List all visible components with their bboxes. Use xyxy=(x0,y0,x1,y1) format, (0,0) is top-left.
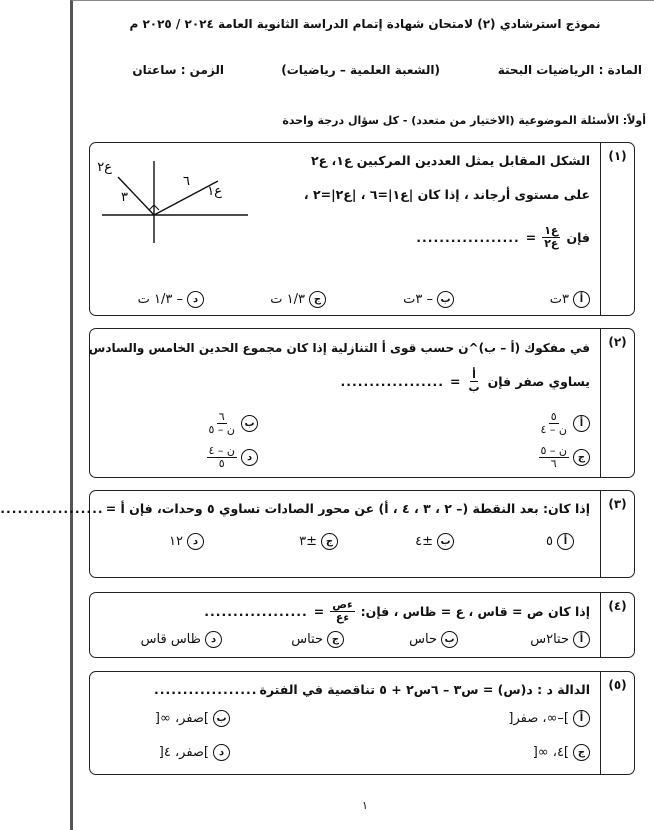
option-d[interactable] xyxy=(159,744,230,761)
stem-text: إذا كان: بعد النقطة (– ٢ ، ٣ ، ٤ ، أ) عن محور الصادات تساوي ٥ وحدات، فإن أ = xyxy=(105,501,590,516)
subject-label: المادة : الرياضيات البحتة xyxy=(497,63,642,77)
option-text: ]٤، ∞[ xyxy=(532,745,569,760)
option-label: أ xyxy=(573,631,590,648)
question-1 xyxy=(89,142,635,316)
option-label: ج xyxy=(573,744,590,761)
option-text: حتا٢س xyxy=(530,632,569,647)
option-text: حتاس xyxy=(291,632,323,647)
option-a[interactable] xyxy=(530,631,590,648)
answer-blank: .................. xyxy=(154,682,258,697)
question-4 xyxy=(89,592,635,658)
question-number: (٢) xyxy=(600,329,634,477)
option-label: أ xyxy=(557,533,574,550)
option-label: أ xyxy=(573,415,590,432)
question-stem-line: على مستوى أرجاند ، إذا كان |ع١|=٦ ، |ع٢|=٢ ، xyxy=(303,187,590,202)
fraction-denominator: ءع xyxy=(335,610,350,624)
fraction-denominator: ع٢ xyxy=(544,236,559,250)
question-stem-line: الشكل المقابل يمثل العددين المركبين ع١، ع٢ xyxy=(310,153,590,168)
option-b[interactable] xyxy=(207,411,259,435)
option-a[interactable] xyxy=(539,411,591,435)
fraction-denominator: ٦ xyxy=(550,456,557,470)
equals-sign: = xyxy=(525,229,537,245)
fraction-denominator: ٥ xyxy=(218,456,225,470)
argand-diagram xyxy=(98,145,268,245)
question-stem-line xyxy=(341,369,590,393)
option-a[interactable] xyxy=(550,291,590,308)
question-stem-line xyxy=(204,599,590,623)
option-b[interactable] xyxy=(415,533,454,550)
branch-label: (الشعبة العلمية – رياضيات) xyxy=(281,63,440,77)
section-title: أولاً: الأسئلة الموضوعية (الاختيار من متعدد) - كل سؤال درجة واحدة xyxy=(282,114,646,127)
option-text: ٥ xyxy=(546,534,553,549)
answer-blank: .................. xyxy=(416,229,520,245)
option-a[interactable] xyxy=(508,710,590,727)
option-text: – ١/٣ ت xyxy=(137,292,183,307)
option-fraction xyxy=(207,411,238,435)
option-label: د xyxy=(205,631,222,648)
option-c[interactable] xyxy=(539,445,591,469)
option-text: ]–∞، صفر[ xyxy=(508,711,569,726)
option-d[interactable] xyxy=(207,445,259,469)
label-three: ٣ xyxy=(121,190,128,205)
option-d[interactable] xyxy=(169,533,204,550)
label-z2: ع٢ xyxy=(97,160,112,175)
option-fraction xyxy=(539,411,570,435)
option-text: ١/٣ ت xyxy=(270,292,305,307)
stem-text: يساوي صفر فإن xyxy=(487,373,590,389)
question-stem-line xyxy=(154,682,590,697)
option-label: ج xyxy=(309,291,326,308)
answer-blank: .................. xyxy=(340,373,445,389)
option-text: ±٣ xyxy=(299,534,317,549)
fraction-numerator: ٥ xyxy=(550,410,557,423)
option-b[interactable] xyxy=(403,291,454,308)
question-5 xyxy=(89,671,635,775)
question-number: (١) xyxy=(600,143,634,315)
question-number: (٣) xyxy=(600,491,634,577)
option-label: ج xyxy=(327,631,344,648)
label-z1: ع١ xyxy=(207,184,222,199)
fraction-denominator: ن – ٤ xyxy=(540,422,567,436)
answer-blank: .................. xyxy=(0,501,104,516)
option-text: ظاس قاس xyxy=(140,632,201,647)
option-label: د xyxy=(187,291,204,308)
fraction xyxy=(330,599,354,623)
option-b[interactable] xyxy=(409,631,458,648)
time-label: الزمن : ساعتان xyxy=(132,63,224,77)
option-text: ]صفر، ٤[ xyxy=(158,745,209,760)
stem-text: فإن xyxy=(566,229,590,245)
option-label: ب xyxy=(213,710,230,727)
option-d[interactable] xyxy=(141,631,222,648)
option-text: – ٣ت xyxy=(403,292,433,307)
option-text: ٣ت xyxy=(549,292,569,307)
option-label: ب xyxy=(437,291,454,308)
question-number: (٥) xyxy=(600,672,634,774)
fraction-numerator: ءص xyxy=(332,598,353,611)
option-text: ±٤ xyxy=(415,534,433,549)
question-stem-line: في مفكوك (أ – ب)^ن حسب قوى أ التنازلية إذا كان مجموع الحدين الخامس والسادس xyxy=(88,341,590,355)
fraction-numerator: ن – ٥ xyxy=(540,444,567,457)
option-label: د xyxy=(241,449,258,466)
option-label: أ xyxy=(573,710,590,727)
option-d[interactable] xyxy=(138,291,204,308)
fraction-numerator: أ xyxy=(472,368,476,381)
option-fraction xyxy=(539,445,570,469)
option-label: ب xyxy=(241,415,258,432)
question-3 xyxy=(0,490,635,578)
option-c[interactable] xyxy=(270,291,326,308)
option-fraction xyxy=(207,445,238,469)
option-label: ج xyxy=(321,533,338,550)
question-stem-line xyxy=(416,225,590,249)
option-label: د xyxy=(187,533,204,550)
option-label: ب xyxy=(437,533,454,550)
option-c[interactable] xyxy=(299,533,338,550)
stem-text: الدالة د : د(س) = س٣ – ٦س٢ + ٥ تناقصية في الفترة xyxy=(259,682,590,697)
option-a[interactable] xyxy=(546,533,574,550)
label-six: ٦ xyxy=(183,174,190,189)
fraction-numerator: ع١ xyxy=(544,224,559,237)
equals-sign: = xyxy=(313,603,325,619)
fraction-numerator: ن – ٤ xyxy=(208,444,235,457)
option-b[interactable] xyxy=(155,710,230,727)
option-label: أ xyxy=(573,291,590,308)
question-number: (٤) xyxy=(600,593,634,657)
option-text: حاس xyxy=(409,632,437,647)
option-c[interactable] xyxy=(533,744,590,761)
equals-sign: = xyxy=(450,373,461,389)
option-label: ج xyxy=(573,449,590,466)
fraction-numerator: ٦ xyxy=(218,410,225,423)
option-text: ]صفر، ∞[ xyxy=(154,711,209,726)
question-stem-line xyxy=(0,501,590,516)
answer-blank: .................. xyxy=(204,603,308,619)
fraction xyxy=(542,225,560,249)
option-label: ب xyxy=(441,631,458,648)
exam-title: نموذج استرشادي (٢) لامتحان شهادة إتمام الدراسة الثانوية العامة ٢٠٢٤ / ٢٠٢٥ م xyxy=(129,17,601,31)
question-2 xyxy=(89,328,635,478)
fraction-denominator: ن – ٥ xyxy=(208,422,235,436)
option-label: د xyxy=(213,744,230,761)
fraction xyxy=(467,369,482,393)
option-text: ١٢ xyxy=(169,534,183,549)
page-number: ١ xyxy=(362,799,368,812)
fraction-denominator: ب xyxy=(468,380,480,394)
option-c[interactable] xyxy=(291,631,344,648)
stem-text: إذا كان ص = قاس ، ع = ظاس ، فإن: xyxy=(360,603,590,619)
